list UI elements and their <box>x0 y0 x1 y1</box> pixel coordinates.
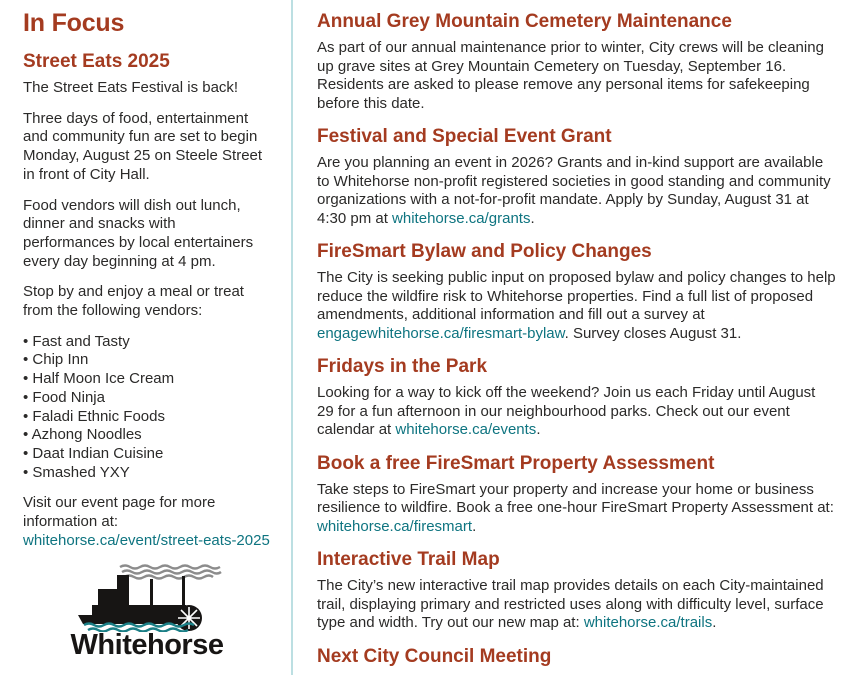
news-column <box>293 0 850 675</box>
vendor-list-item: • Faladi Ethnic Foods <box>23 408 271 427</box>
section-body: The City is seeking public input on proposed bylaw and policy changes to help reduce the wildfire risk to Whitehorse properties. Find a full list of proposed amendments, additional information and fill out a survey at engagewhitehorse.ca/firesmart-bylaw. Survey closes August 31. <box>317 269 836 342</box>
section-heading: Next City Council Meeting <box>317 645 552 667</box>
section-body: The City’s new interactive trail map provides details on each City-maintained trail, displaying primary and restricted uses along with difficulty level, surface type and width. Try out our new map at: whitehorse.ca/trails. <box>317 577 824 631</box>
section-heading: Interactive Trail Map <box>317 549 500 570</box>
events-link[interactable]: whitehorse.ca/events <box>395 421 537 438</box>
news-section <box>317 548 836 633</box>
section-heading: Book a free FireSmart Property Assessment <box>317 452 715 474</box>
in-focus-title: In Focus <box>23 9 125 37</box>
section-body: Take steps to FireSmart your property and increase your home or business resilience to wildfire. Book a free one-hour FireSmart Property Assessment at: whitehorse.ca/firesmart. <box>317 480 834 535</box>
vendor-list-item: • Fast and Tasty <box>23 333 271 352</box>
firesmart-link[interactable]: whitehorse.ca/firesmart <box>317 517 473 535</box>
vendor-list <box>23 333 271 483</box>
whitehorse-logo-text: Whitehorse <box>70 629 224 662</box>
in-focus-column <box>0 0 291 675</box>
steamboat-icon <box>62 562 232 632</box>
vendor-list-item: • Smashed YXY <box>23 464 271 483</box>
news-section <box>317 355 836 440</box>
smoke-lines <box>120 566 221 579</box>
street-eats-paragraphs <box>23 79 271 321</box>
section-heading: Festival and Special Event Grant <box>317 126 612 147</box>
vendor-list-item: • Chip Inn <box>23 351 271 370</box>
street-eats-paragraph-1: The Street Eats Festival is back! <box>23 79 239 96</box>
news-section <box>317 125 836 228</box>
section-body: Are you planning an event in 2026? Grants and in-kind support are available to Whitehorse non-profit registered societies in good standing and community organizations with a not-for-profit mandate. Apply by Sunday, August 31 at 4:30 pm at whitehorse.ca/grants. <box>317 154 831 227</box>
news-section <box>317 452 836 537</box>
section-body: Looking for a way to kick off the weekend? Join us each Friday until August 29 for a fun afternoon in our neighbourhood parks. Check out our event calendar at whitehorse.ca/events. <box>317 384 816 438</box>
street-eats-paragraph-2: Three days of food, entertainment and community fun are set to begin Monday, August 25 on Steele Street in front of City Hall. <box>23 109 263 183</box>
section-heading: Annual Grey Mountain Cemetery Maintenance <box>317 11 732 32</box>
street-eats-heading: Street Eats 2025 <box>23 51 170 72</box>
vendor-list-item: • Daat Indian Cuisine <box>23 445 271 464</box>
street-eats-paragraph-4: Stop by and enjoy a meal or treat from the following vendors: <box>23 283 244 320</box>
firesmart-bylaw-link[interactable]: engagewhitehorse.ca/firesmart-bylaw <box>317 324 565 342</box>
news-section <box>317 645 836 668</box>
event-page-info: Visit our event page for more information at: whitehorse.ca/event/street-eats-2025 <box>23 494 270 549</box>
news-section <box>317 10 836 113</box>
whitehorse-logo <box>23 562 271 662</box>
vendor-list-item: • Food Ninja <box>23 389 271 408</box>
trails-link[interactable]: whitehorse.ca/trails <box>583 614 713 631</box>
news-section <box>317 240 836 343</box>
grants-link[interactable]: whitehorse.ca/grants <box>392 209 531 227</box>
section-body: As part of our annual maintenance prior to winter, City crews will be cleaning up grave sites at Grey Mountain Cemetery on Tuesday, September 16. Residents are asked to please remove any personal items for safekeeping before this date. <box>317 39 824 112</box>
section-heading: Fridays in the Park <box>317 356 488 377</box>
street-eats-event-link[interactable]: whitehorse.ca/event/street-eats-2025 <box>23 531 270 549</box>
section-heading: FireSmart Bylaw and Policy Changes <box>317 241 652 262</box>
vendor-list-item: • Azhong Noodles <box>23 426 271 445</box>
street-eats-paragraph-3: Food vendors will dish out lunch, dinner and snacks with performances by local entertainers every day beginning at 4 pm. <box>23 196 254 270</box>
vendor-list-item: • Half Moon Ice Cream <box>23 370 271 389</box>
